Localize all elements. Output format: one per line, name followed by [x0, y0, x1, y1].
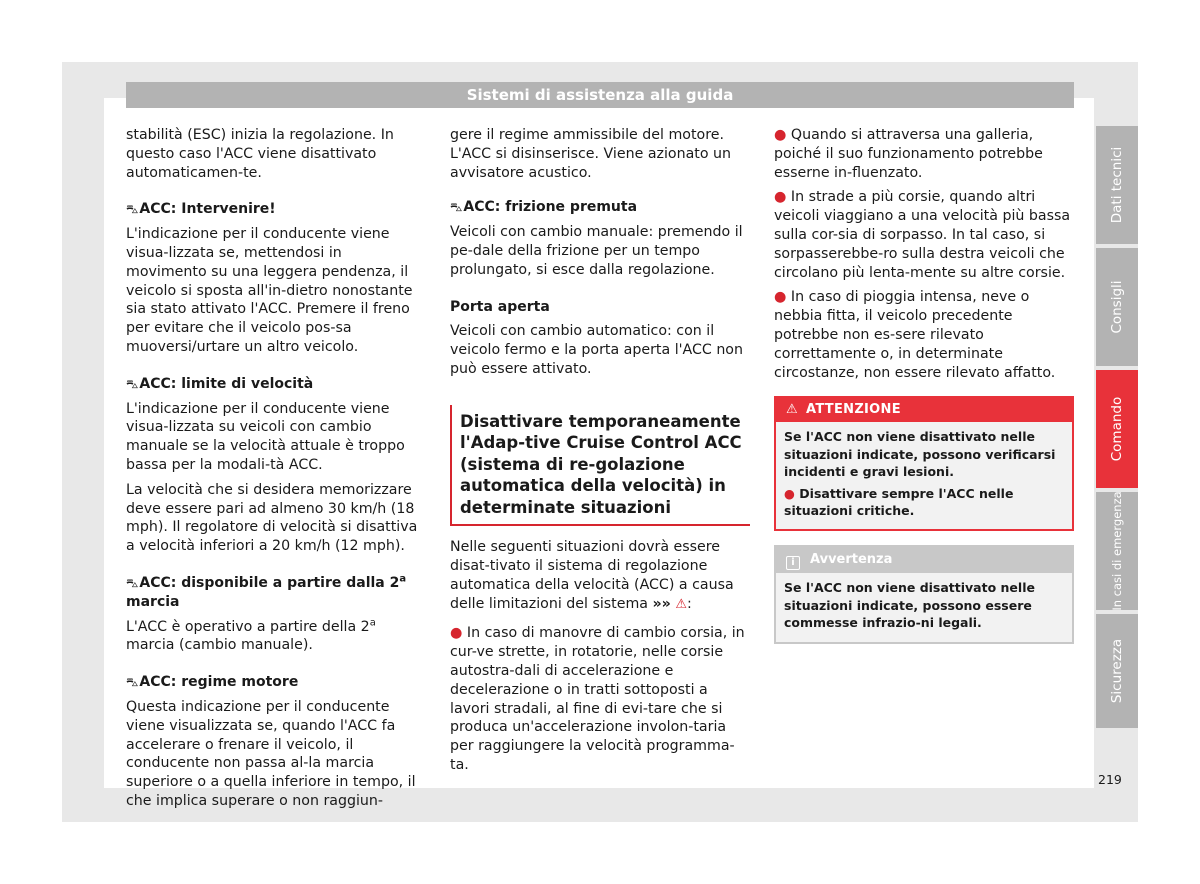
list-item: ● In caso di pioggia intensa, neve o nebbia fitta, il veicolo precedente potrebbe non es-sere rilevato correttamente o, in determinate circostanze, non essere rilevato affatto.: [774, 289, 1056, 381]
acc-display-icon: ⛍: [126, 675, 139, 690]
bullet-icon: ●: [774, 189, 787, 206]
paragraph: Questa indicazione per il conducente viene visualizzata se, quando l'ACC fa accelerare o frenare il veicolo, il conducente non passa al-la marcia superiore o a quella inferiore in tempo, il che implica superare o non raggiun-: [126, 698, 416, 809]
bullet-icon: ●: [774, 127, 787, 143]
acc-display-icon: ⛍: [126, 376, 139, 391]
paragraph: L'indicazione per il conducente viene visua-lizzata se, mettendosi in movimento su una leggera pendenza, il veicolo si sposta all'in-dietro nonostante sia stato attivato l'ACC. Premere il freno per evitare che il veicolo pos-sa muoversi/urtare un altro veicolo.: [126, 226, 413, 355]
paragraph: L'indicazione per il conducente viene visua-lizzata su veicoli con cambio manuale se la velocità attuale è troppo bassa per la modali-tà ACC.: [126, 400, 405, 473]
continue-arrows-icon: »»: [652, 595, 671, 612]
attention-text: Se l'ACC non viene disattivato nelle situazioni indicate, possono verificarsi incidenti e gravi lesioni.: [784, 429, 1056, 480]
section-heading: Porta aperta: [450, 298, 550, 315]
bullet-icon: ●: [784, 485, 795, 501]
section-heading: ⛍ACC: disponibile a partire dalla 2$^a$ marcia: [126, 573, 407, 610]
tab-consigli[interactable]: Consigli: [1096, 248, 1138, 366]
tab-dati-tecnici[interactable]: Dati tecnici: [1096, 126, 1138, 244]
note-box: [774, 545, 1074, 643]
info-icon: i: [786, 556, 800, 570]
paragraph: stabilità (ESC) inizia la regolazione. In questo caso l'ACC viene disattivato automaticamen-te.: [126, 127, 394, 181]
warning-triangle-icon: ⚠: [675, 596, 688, 612]
attention-box: [774, 396, 1074, 531]
bullet-icon: ●: [774, 289, 787, 306]
list-item: ● In strade a più corsie, quando altri veicoli viaggiano a una velocità più bassa sulla cor-sia di sorpasso. In tal caso, si sorpasserebbe-ro sulla destra veicoli che circolano più lenta-mente su altre corsie.: [774, 189, 1071, 281]
column-1: [126, 126, 426, 817]
list-item: ● Quando si attraversa una galleria, poiché il suo funzionamento potrebbe esserne in-fluenzato.: [774, 127, 1043, 181]
paragraph: La velocità che si desidera memorizzare deve essere pari ad almeno 30 km/h (18 mph). Il regolatore di velocità si disattiva a velocità inferiori a 20 km/h (12 mph).: [126, 481, 418, 555]
paragraph: L'ACC è operativo a partire della 2$^a$ marcia (cambio manuale).: [126, 616, 376, 654]
section-heading: ⛍ACC: Intervenire!: [126, 201, 276, 218]
page-header: Sistemi di assistenza alla guida: [126, 82, 1074, 108]
section-heading: ⛍ACC: regime motore: [126, 674, 299, 691]
page-number: 219: [1098, 772, 1122, 787]
acc-display-icon: ⛍: [450, 200, 463, 215]
acc-display-icon: ⛍: [126, 575, 139, 590]
tab-sicurezza[interactable]: Sicurezza: [1096, 614, 1138, 728]
warning-triangle-icon: ⚠: [786, 402, 798, 418]
paragraph: Veicoli con cambio manuale: premendo il pe-dale della frizione per un tempo prolungato, si esce dalla regolazione.: [450, 224, 743, 278]
column-3: [774, 126, 1074, 644]
section-heading: ⛍ACC: frizione premuta: [450, 199, 638, 216]
bullet-icon: ●: [450, 625, 463, 642]
section-heading: ⛍ACC: limite di velocità: [126, 375, 314, 392]
list-item: ● In caso di manovre di cambio corsia, in cur-ve strette, in rotatorie, nelle corsie autostra-dali di accelerazione e decelerazione o in tratti sottoposti a lavori stradali, al fine di evi-tare che si produca un'accelerazione involon-taria per raggiungere la velocità programma-ta.: [450, 625, 745, 774]
tab-in-casi-di-emergenza[interactable]: In casi di emergenza: [1096, 492, 1138, 610]
tab-comando[interactable]: Comando: [1096, 370, 1138, 488]
note-header: i Avvertenza: [776, 547, 1072, 573]
attention-bullet: ● Disattivare sempre l'ACC nelle situazioni critiche.: [784, 485, 1014, 518]
paragraph: gere il regime ammissibile del motore. L'ACC si disinserisce. Viene azionato un avvisatore acustico.: [450, 127, 732, 181]
paragraph: Veicoli con cambio automatico: con il veicolo fermo e la porta aperta l'ACC non può essere attivato.: [450, 323, 743, 377]
paragraph: Nelle seguenti situazioni dovrà essere disat-tivato il sistema di regolazione automatica della velocità (ACC) a causa delle limitazioni del sistema »» ⚠:: [450, 539, 734, 612]
column-2: [450, 126, 750, 781]
note-text: Se l'ACC non viene disattivato nelle situazioni indicate, possono essere commesse infrazio-ni legali.: [784, 580, 1035, 631]
section-title: Disattivare temporaneamente l'Adap-tive Cruise Control ACC (sistema di re-golazione automatica della velocità) in determinate situazioni: [450, 405, 750, 527]
attention-header: ⚠ ATTENZIONE: [776, 398, 1072, 422]
acc-display-icon: ⛍: [126, 202, 139, 217]
